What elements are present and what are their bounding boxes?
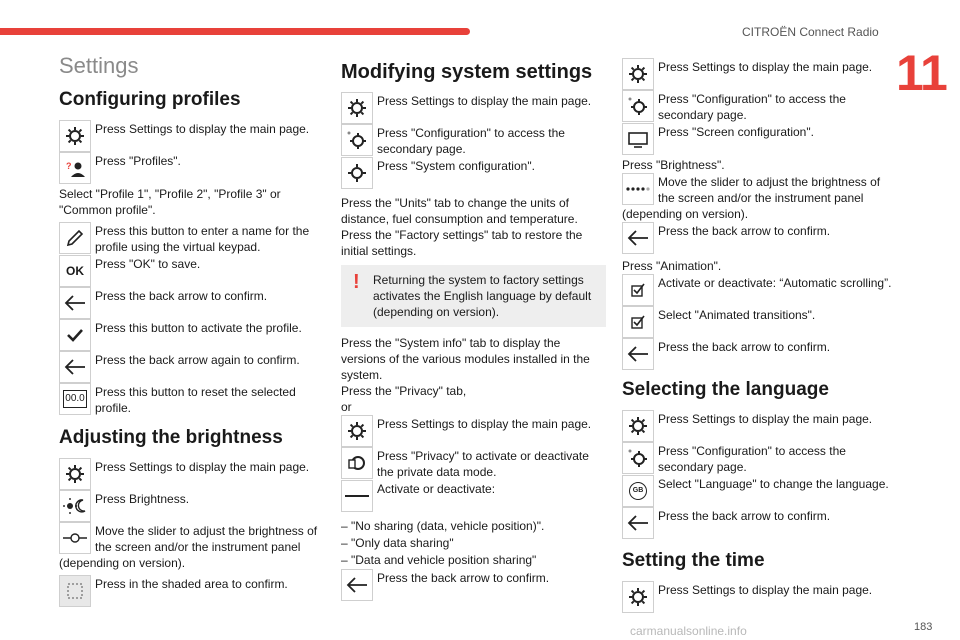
pencil-icon	[59, 222, 91, 254]
checkbox-icon	[622, 274, 654, 306]
column-3	[622, 58, 892, 613]
svg-text:?: ?	[66, 161, 72, 171]
warning-icon: !	[353, 271, 360, 293]
step-row	[622, 475, 892, 507]
step-text: Press this button to activate the profile.	[95, 321, 302, 335]
step-text: Activate or deactivate:	[377, 482, 496, 496]
header-red-bar	[0, 28, 470, 35]
gear-icon	[59, 458, 91, 490]
ok-icon	[59, 255, 91, 287]
step-row	[59, 490, 324, 522]
step-row	[622, 581, 892, 613]
brightness-icon	[59, 490, 91, 522]
step-row	[622, 222, 892, 254]
system-configuration-icon	[341, 157, 373, 189]
profile-icon	[59, 152, 91, 184]
step-text: Press "OK" to save.	[95, 257, 201, 271]
selecting-language-heading: Selecting the language	[622, 379, 829, 400]
shaded-area-icon	[59, 575, 91, 607]
system-info-text: Press the "System info" tab to display the versions of the various modules installed in the system.	[341, 336, 590, 382]
step-row	[622, 123, 892, 155]
step-row	[59, 458, 324, 490]
step-text: Press "System configuration".	[377, 159, 535, 173]
step-text: Press Settings to display the main page.	[377, 94, 592, 108]
step-row	[59, 255, 324, 287]
setting-time-heading: Setting the time	[622, 550, 765, 571]
slider-icon	[622, 173, 654, 205]
step-row	[59, 575, 324, 607]
gear-icon	[622, 58, 654, 90]
step-text: Press the back arrow to confirm.	[658, 340, 831, 354]
step-row	[622, 338, 892, 370]
version-note: (depending on version).	[59, 556, 186, 570]
step-row	[622, 274, 892, 306]
step-text: Press in the shaded area to confirm.	[95, 577, 288, 591]
chapter-number: 11	[896, 45, 947, 101]
step-row	[59, 319, 324, 351]
step-text: Press Settings to display the main page.	[95, 122, 310, 136]
configuration-icon	[622, 442, 654, 474]
back-arrow-icon	[59, 287, 91, 319]
step-row	[622, 306, 892, 338]
column-1	[59, 54, 324, 607]
option-data-position-sharing: – "Data and vehicle position sharing"	[341, 553, 537, 567]
gear-icon	[622, 410, 654, 442]
step-row	[59, 222, 324, 255]
step-text: Press this button to reset the selected profile.	[95, 385, 296, 415]
step-text: Press "Configuration" to access the secondary page.	[377, 126, 565, 156]
warning-note-text: Returning the system to factory settings activates the English language by default (depending on version).	[373, 273, 592, 319]
animation-text: Press "Animation".	[622, 259, 722, 273]
step-row	[622, 173, 892, 206]
checkbox-icon	[622, 306, 654, 338]
step-text: Press "Screen configuration".	[658, 125, 814, 139]
option-no-sharing: – "No sharing (data, vehicle position)".	[341, 519, 545, 533]
back-arrow-icon	[341, 569, 373, 601]
toggle-icon	[341, 480, 373, 512]
step-text: Press Brightness.	[95, 492, 190, 506]
gear-icon	[59, 120, 91, 152]
step-text: Move the slider to adjust the brightness of the screen and/or the instrument panel	[95, 524, 318, 554]
step-row	[59, 287, 324, 319]
step-row	[341, 480, 606, 512]
configuring-profiles-heading: Configuring profiles	[59, 89, 241, 110]
units-text: Press the "Units" tab to change the units of distance, fuel consumption and temperature.	[341, 196, 578, 226]
watermark: carmanualsonline.info	[630, 624, 747, 638]
step-text: Press the back arrow to confirm.	[95, 289, 268, 303]
step-row	[622, 90, 892, 123]
step-row	[341, 569, 606, 601]
column-2	[341, 54, 606, 601]
slider-icon	[59, 522, 91, 554]
adjusting-brightness-heading: Adjusting the brightness	[59, 427, 283, 448]
step-text: Press "Profiles".	[95, 154, 181, 168]
page-number: 183	[914, 621, 933, 633]
back-arrow-icon	[622, 222, 654, 254]
screen-icon	[622, 123, 654, 155]
option-data-sharing: – "Only data sharing"	[341, 536, 454, 550]
back-arrow-icon	[622, 507, 654, 539]
step-text: Press the back arrow again to confirm.	[95, 353, 300, 367]
gear-icon	[341, 415, 373, 447]
warning-note	[341, 265, 606, 327]
step-text: Press "Privacy" to activate or deactivate the private data mode.	[377, 449, 589, 479]
back-arrow-icon	[59, 351, 91, 383]
step-row	[341, 157, 606, 189]
brightness-text: Press "Brightness".	[622, 158, 725, 172]
configuration-icon	[341, 124, 373, 156]
language-icon-label: GB	[629, 482, 647, 500]
ok-icon-label: OK	[66, 264, 84, 278]
reset-icon	[59, 383, 91, 415]
step-row	[341, 415, 606, 447]
version-note: (depending on version).	[622, 207, 749, 221]
step-text: Press "Configuration" to access the secondary page.	[658, 92, 846, 122]
step-text: Press Settings to display the main page.	[658, 583, 873, 597]
step-row	[622, 507, 892, 539]
step-row	[59, 383, 324, 416]
step-text: Select "Language" to change the language.	[658, 477, 889, 491]
step-row	[622, 58, 892, 90]
step-text: Press this button to enter a name for the profile using the virtual keypad.	[95, 224, 310, 254]
step-text: Move the slider to adjust the brightness of the screen and/or the instrument panel	[658, 175, 881, 205]
step-row	[59, 351, 324, 383]
step-text: Activate or deactivate: “Automatic scrolling”.	[658, 276, 892, 290]
step-row	[59, 152, 324, 184]
step-row	[341, 92, 606, 124]
step-row	[59, 522, 324, 555]
step-text: Press Settings to display the main page.	[658, 60, 873, 74]
step-row	[622, 442, 892, 475]
or-text: or	[341, 400, 352, 414]
select-profile-text: Select "Profile 1", "Profile 2", "Profile 3" or "Common profile".	[59, 187, 281, 217]
settings-title: Settings	[59, 53, 139, 78]
step-text: Press Settings to display the main page.	[658, 412, 873, 426]
step-text: Press the back arrow to confirm.	[658, 224, 831, 238]
step-text: Press the back arrow to confirm.	[377, 571, 550, 585]
step-text: Press Settings to display the main page.	[377, 417, 592, 431]
step-row	[622, 410, 892, 442]
header-title: CITROËN Connect Radio	[742, 25, 879, 39]
back-arrow-icon	[622, 338, 654, 370]
system-settings-heading: Modifying system settings	[341, 61, 593, 83]
gear-icon	[622, 581, 654, 613]
step-text: Press Settings to display the main page.	[95, 460, 310, 474]
privacy-tab-text: Press the "Privacy" tab,	[341, 384, 467, 398]
language-icon	[622, 475, 654, 507]
checkmark-icon	[59, 319, 91, 351]
step-text: Press "Configuration" to access the secondary page.	[658, 444, 846, 474]
step-row	[341, 124, 606, 157]
step-row	[341, 447, 606, 480]
step-row	[59, 120, 324, 152]
reset-icon-label: 00.0	[63, 390, 86, 408]
privacy-icon	[341, 447, 373, 479]
gear-icon	[341, 92, 373, 124]
factory-settings-text: Press the "Factory settings" tab to restore the initial settings.	[341, 228, 583, 258]
configuration-icon	[622, 90, 654, 122]
step-text: Select "Animated transitions".	[658, 308, 816, 322]
step-text: Press the back arrow to confirm.	[658, 509, 831, 523]
